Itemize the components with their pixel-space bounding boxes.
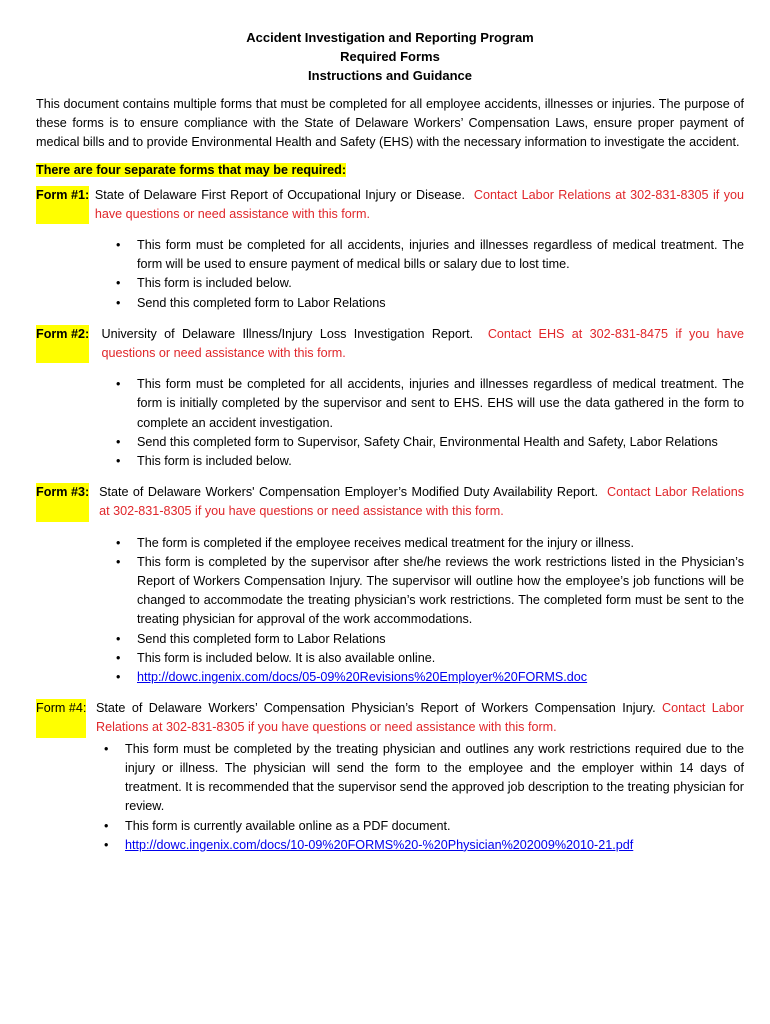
form-3-title: State of Delaware Workers' Compensation Employer’s Modified Duty Availability Report. [99,485,599,500]
list-item: • Send this completed form to Labor Relations [116,630,744,649]
list-item: • This form must be completed by the treating physician and outlines any work restrictions required due to the injury or illness. The physician will send the form to the employee and the employer within 14 days of treatment. It is recommended that the supervisor send the approved job description to the treating physician for review. [104,740,744,817]
list-item: • Send this completed form to Supervisor, Safety Chair, Environmental Health and Safety, Labor Relations [116,433,744,452]
list-item [104,836,744,855]
list-item: • This form is included below. [116,452,744,471]
list-item: • Send this completed form to Labor Relations [116,294,744,313]
form-2-label: Form #2: [36,325,89,363]
form-3-label: Form #3: [36,483,89,521]
form-4-download-link[interactable]: http://dowc.ingenix.com/docs/10-09%20FORMS%20-%20Physician%202009%2010-21.pdf [125,837,634,852]
required-forms-heading [36,161,744,180]
form-3-description [99,483,744,521]
form-4-contact: Contact Labor Relations at 302-831-8305 if you have questions or need assistance with this form. [96,701,744,735]
intro-paragraph: This document contains multiple forms that must be completed for all employee accidents, illnesses or injuries. The purpose of these forms is to ensure compliance with the State of Delaware Workers’ Compensation Laws, ensure proper payment of medical bills and to provide Environmental Health and Safety (EHS) with the necessary information to investigate the accident. [36,97,744,150]
list-item: • This form is completed by the supervisor after she/he reviews the work restrictions listed in the Physician’s Report of Workers Compensation Injury. The supervisor will outline how the employee’s job functions will be changed to accommodate the treating physician’s work restrictions. The completed form must be sent to the treating physician for approval of the work accommodations. [116,553,744,630]
list-item: • This form is included below. [116,274,744,293]
form-3-header [36,483,744,521]
form-3-download-link[interactable]: http://dowc.ingenix.com/docs/05-09%20Revisions%20Employer%20FORMS.doc [137,670,588,685]
form-4-header [36,699,744,737]
list-item: • This form is included below. It is also available online. [116,649,744,668]
form-4-section [36,699,744,855]
list-item: • This form is currently available online as a PDF document. [104,817,744,836]
form-1-description [95,186,744,224]
list-item: • The form is completed if the employee receives medical treatment for the injury or illness. [116,534,744,553]
form-4-label: Form #4: [36,699,86,737]
form-1-title: State of Delaware First Report of Occupational Injury or Disease. [94,187,466,202]
form-2-contact: Contact EHS at 302-831-8475 if you have questions or need assistance with this form. [101,326,744,361]
title-line: Instructions and Guidance [308,68,472,83]
form-1-contact: Contact Labor Relations at 302-831-8305 if you have questions or need assistance with this form. [94,187,744,221]
form-3-section [36,483,744,687]
form-1-bullets [116,236,744,313]
form-4-description [96,699,744,737]
required-forms-heading-text: There are four separate forms that may be required: [36,162,347,177]
form-1-section [36,186,744,313]
document-title [36,28,744,85]
form-2-header [36,325,744,363]
list-item [116,668,744,687]
list-item: • This form must be completed for all accidents, injuries and illnesses regardless of medical treatment. The form will be used to ensure payment of medical bills or salary due to lost time. [116,236,744,274]
form-2-bullets [116,375,744,471]
form-2-description [101,325,744,363]
form-1-header [36,186,744,224]
title-line: Required Forms [340,49,440,64]
list-item: • This form must be completed for all accidents, injuries and illnesses regardless of medical treatment. The form is initially completed by the supervisor and sent to EHS. EHS will use the data gathered in the form to complete an accident investigation. [116,375,744,433]
form-2-section [36,325,744,471]
form-4-bullets [104,740,744,855]
form-2-title: University of Delaware Illness/Injury Loss Investigation Report. [101,326,474,341]
form-1-label: Form #1: [36,186,89,224]
form-3-contact: Contact Labor Relations at 302-831-8305 if you have questions or need assistance with this form. [99,485,745,519]
form-3-bullets [116,534,744,688]
form-4-title: State of Delaware Workers’ Compensation Physician’s Report of Workers Compensation Injury. [96,701,656,716]
title-line: Accident Investigation and Reporting Program [246,30,534,45]
